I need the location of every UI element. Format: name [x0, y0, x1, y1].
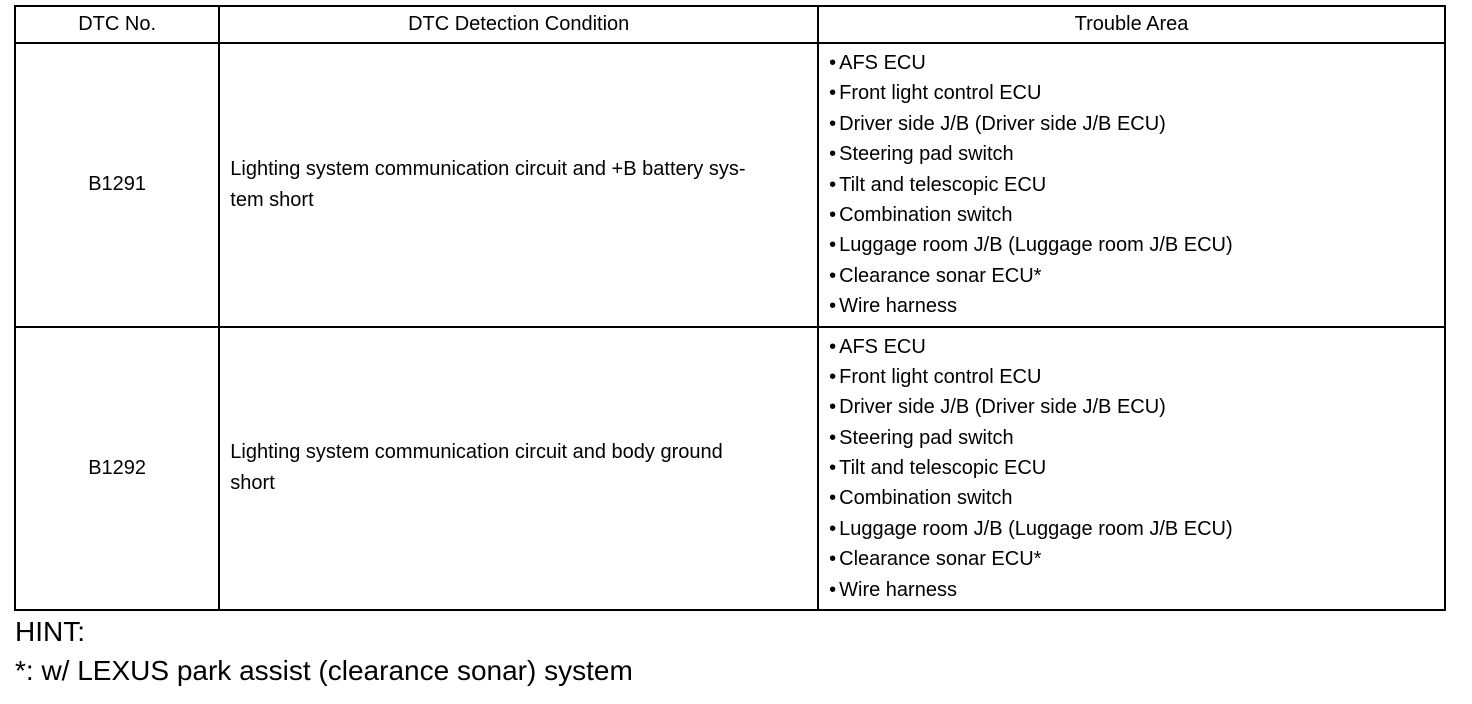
list-item: • Wire harness: [829, 291, 1444, 321]
list-item: • Driver side J/B (Driver side J/B ECU): [829, 392, 1444, 422]
list-item: • Clearance sonar ECU*: [829, 261, 1444, 291]
header-trouble-area: Trouble Area: [818, 6, 1445, 43]
list-item: • Combination switch: [829, 200, 1444, 230]
list-item: • Steering pad switch: [829, 139, 1444, 169]
hint-label: HINT:: [15, 616, 85, 647]
list-item: • AFS ECU: [829, 332, 1444, 362]
trouble-area-list: [829, 332, 1444, 606]
list-item: • Combination switch: [829, 483, 1444, 513]
list-item: • AFS ECU: [829, 48, 1444, 78]
table-row: [15, 43, 1445, 327]
detection-condition-cell: Lighting system communication circuit and body ground short: [219, 327, 818, 611]
list-item: • Front light control ECU: [829, 362, 1444, 392]
list-item: • Wire harness: [829, 575, 1444, 605]
list-item: • Clearance sonar ECU*: [829, 544, 1444, 574]
dtc-code-cell: B1291: [15, 43, 219, 327]
list-item: • Driver side J/B (Driver side J/B ECU): [829, 109, 1444, 139]
list-item: • Front light control ECU: [829, 78, 1444, 108]
header-detection-condition: DTC Detection Condition: [219, 6, 818, 43]
table-header-row: [15, 6, 1445, 43]
trouble-area-list: [829, 48, 1444, 322]
trouble-area-cell: [818, 327, 1445, 611]
list-item: • Tilt and telescopic ECU: [829, 170, 1444, 200]
detection-condition-cell: Lighting system communication circuit and +B battery system short: [219, 43, 818, 327]
list-item: • Steering pad switch: [829, 423, 1444, 453]
table-row: [15, 327, 1445, 611]
header-dtc-no: DTC No.: [15, 6, 219, 43]
trouble-area-cell: [818, 43, 1445, 327]
dtc-table: [14, 5, 1446, 611]
dtc-code-cell: B1292: [15, 327, 219, 611]
list-item: • Luggage room J/B (Luggage room J/B ECU): [829, 514, 1444, 544]
list-item: • Luggage room J/B (Luggage room J/B ECU): [829, 230, 1444, 260]
footnote: *: w/ LEXUS park assist (clearance sonar) system: [15, 655, 633, 686]
list-item: • Tilt and telescopic ECU: [829, 453, 1444, 483]
